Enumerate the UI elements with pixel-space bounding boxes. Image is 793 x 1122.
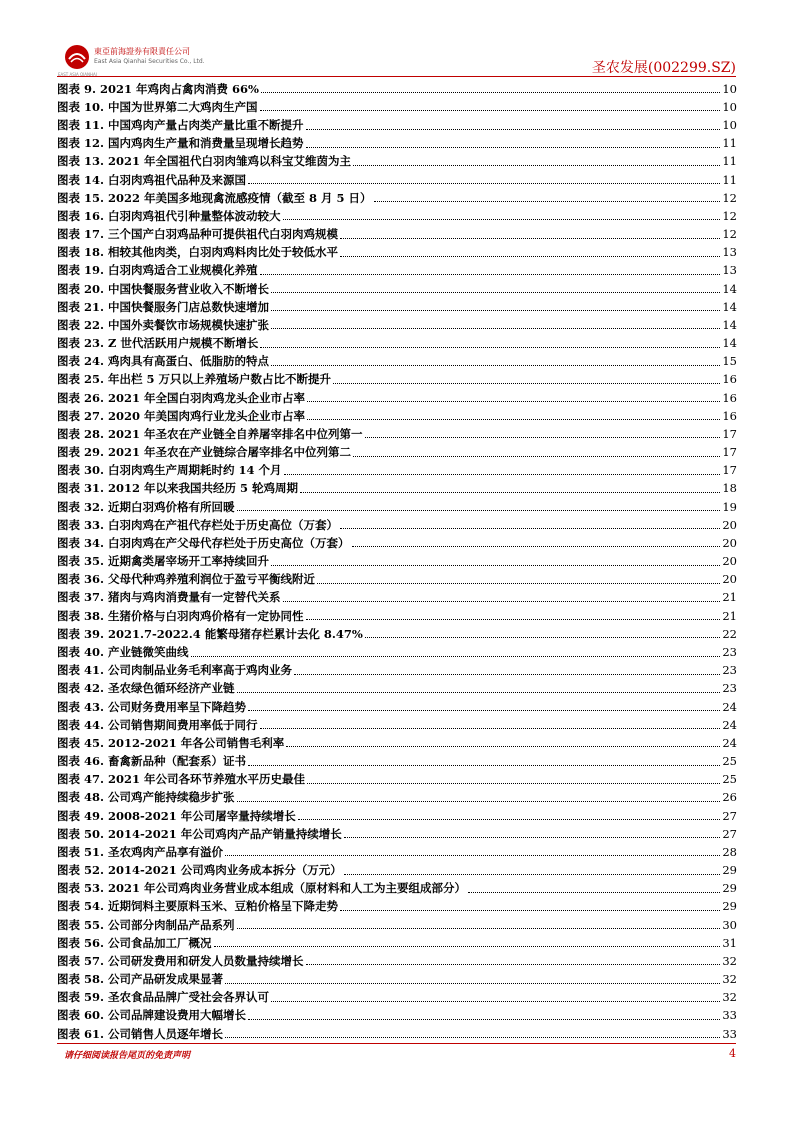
toc-entry-page[interactable]: 23 [722, 645, 737, 659]
toc-dot-leader [237, 801, 721, 802]
toc-entry-page[interactable]: 12 [722, 208, 737, 223]
toc-dot-leader [306, 619, 721, 620]
toc-dot-leader [306, 147, 721, 148]
toc-dot-leader [271, 310, 720, 311]
toc-entry-label[interactable]: 图表 12. 国内鸡肉生产量和消费量呈现增长趋势 [57, 136, 304, 151]
toc-dot-leader [261, 92, 720, 93]
toc-entry-label[interactable]: 图表 28. 2021 年圣农在产业链全自养屠宰排名中位列第一 [57, 426, 363, 441]
toc-entry-label[interactable]: 图表 26. 2021 年全国白羽肉鸡龙头企业市占率 [57, 390, 306, 405]
toc-dot-leader [225, 1037, 720, 1038]
toc-entry-page[interactable]: 27 [722, 808, 737, 823]
toc-entry-page[interactable]: 25 [722, 772, 737, 787]
figure-list [57, 78, 737, 1041]
toc-entry[interactable] [57, 441, 737, 459]
toc-dot-leader [365, 637, 721, 638]
toc-dot-leader [344, 837, 721, 838]
toc-dot-leader [306, 964, 721, 965]
company-logo-icon [64, 44, 90, 70]
toc-entry[interactable] [57, 823, 737, 841]
toc-entry-page[interactable]: 30 [722, 917, 737, 932]
toc-entry[interactable] [57, 550, 737, 568]
toc-entry-page[interactable]: 10 [722, 81, 737, 96]
toc-entry-page[interactable]: 25 [722, 754, 737, 769]
toc-entry[interactable] [57, 369, 737, 387]
toc-entry[interactable] [57, 169, 737, 187]
toc-entry[interactable] [57, 569, 737, 587]
toc-entry-page[interactable]: 29 [722, 881, 737, 896]
toc-entry-page[interactable]: 20 [722, 572, 737, 587]
toc-dot-leader [283, 601, 721, 602]
toc-entry[interactable] [57, 405, 737, 423]
toc-dot-leader [248, 710, 720, 711]
toc-entry-label[interactable]: 图表 20. 中国快餐服务营业收入不断增长 [57, 281, 270, 296]
toc-entry-page[interactable]: 23 [722, 681, 737, 696]
toc-entry-label[interactable]: 图表 34. 白羽肉鸡在产父母代存栏处于历史高位（万套） [57, 535, 350, 550]
toc-entry[interactable] [57, 914, 737, 932]
toc-entry-label[interactable]: 图表 24. 鸡肉具有高蛋白、低脂肪的特点 [57, 354, 270, 369]
toc-dot-leader [468, 892, 720, 893]
toc-entry[interactable] [57, 968, 737, 986]
toc-dot-leader [271, 1001, 720, 1002]
toc-entry-label[interactable]: 图表 51. 圣农鸡肉产品享有溢价 [57, 844, 224, 859]
toc-entry-page[interactable]: 31 [722, 935, 737, 950]
toc-entry-page[interactable]: 20 [722, 517, 737, 532]
toc-entry[interactable] [57, 932, 737, 950]
toc-entry[interactable] [57, 841, 737, 859]
toc-entry-label[interactable]: 图表 39. 2021.7-2022.4 能繁母猪存栏累计去化 8.47% [57, 626, 363, 641]
page-header [0, 0, 793, 80]
toc-entry[interactable] [57, 1023, 737, 1041]
toc-entry-page[interactable]: 11 [722, 172, 737, 187]
toc-dot-leader [307, 783, 720, 784]
toc-entry[interactable] [57, 514, 737, 532]
toc-dot-leader [352, 546, 721, 547]
toc-entry[interactable] [57, 296, 737, 314]
toc-dot-leader [271, 565, 720, 566]
toc-entry[interactable] [57, 187, 737, 205]
toc-entry-label[interactable]: 图表 47. 2021 年公司各环节养殖水平历史最佳 [57, 772, 306, 787]
toc-dot-leader [237, 692, 721, 693]
toc-entry-label[interactable]: 图表 32. 近期白羽鸡价格有所回暖 [57, 499, 235, 514]
toc-entry[interactable] [57, 896, 737, 914]
toc-entry-label[interactable]: 图表 18. 相较其他肉类，白羽肉鸡料肉比处于较低水平 [57, 245, 339, 260]
toc-entry-label[interactable]: 图表 16. 白羽肉鸡祖代引种量整体波动较大 [57, 208, 281, 223]
toc-dot-leader [271, 292, 720, 293]
toc-entry-page[interactable]: 16 [722, 408, 737, 423]
toc-dot-leader [271, 328, 720, 329]
toc-entry-page[interactable]: 16 [722, 390, 737, 405]
toc-entry[interactable] [57, 332, 737, 350]
toc-entry-label[interactable]: 图表 23. Z 世代活跃用户规模不断增长 [57, 336, 259, 351]
toc-entry-page[interactable]: 33 [722, 1026, 737, 1041]
toc-entry[interactable] [57, 423, 737, 441]
toc-entry-page[interactable]: 16 [722, 372, 737, 387]
toc-entry[interactable] [57, 987, 737, 1005]
toc-entry-page[interactable]: 21 [722, 590, 737, 605]
toc-entry[interactable] [57, 732, 737, 750]
toc-entry-page[interactable]: 10 [722, 99, 737, 114]
toc-entry-label[interactable]: 图表 55. 公司部分肉制品产品系列 [57, 917, 235, 932]
toc-entry[interactable] [57, 351, 737, 369]
toc-entry-label[interactable]: 图表 57. 公司研发费用和研发人员数量持续增长 [57, 953, 304, 968]
toc-entry-label[interactable]: 图表 58. 公司产品研发成果显著 [57, 972, 224, 987]
toc-dot-leader [298, 819, 721, 820]
toc-entry-page[interactable]: 13 [722, 263, 737, 278]
toc-entry-page[interactable]: 11 [722, 136, 737, 151]
toc-entry-page[interactable]: 20 [722, 554, 737, 569]
toc-entry[interactable] [57, 696, 737, 714]
toc-entry-label[interactable]: 图表 14. 白羽肉鸡祖代品种及来源国 [57, 172, 247, 187]
toc-dot-leader [271, 365, 720, 366]
toc-entry[interactable] [57, 878, 737, 896]
toc-entry[interactable] [57, 605, 737, 623]
toc-entry-page[interactable]: 32 [722, 972, 737, 987]
toc-entry-label[interactable]: 图表 43. 公司财务费用率呈下降趋势 [57, 699, 247, 714]
toc-entry[interactable] [57, 260, 737, 278]
toc-dot-leader [248, 765, 720, 766]
toc-dot-leader [284, 474, 721, 475]
toc-entry-page[interactable]: 32 [722, 990, 737, 1005]
toc-entry-page[interactable]: 23 [722, 663, 737, 678]
toc-dot-leader [260, 728, 721, 729]
toc-dot-leader [225, 855, 720, 856]
toc-entry-label[interactable]: 图表 27. 2020 年美国肉鸡行业龙头企业市占率 [57, 408, 306, 423]
toc-dot-leader [248, 1019, 720, 1020]
toc-entry[interactable] [57, 660, 737, 678]
toc-dot-leader [344, 874, 721, 875]
toc-entry[interactable] [57, 678, 737, 696]
toc-entry-label[interactable]: 图表 56. 公司食品加工厂概况 [57, 935, 212, 950]
toc-entry-page[interactable]: 22 [722, 626, 737, 641]
toc-dot-leader [317, 583, 720, 584]
toc-entry-label[interactable]: 图表 21. 中国快餐服务门店总数快速增加 [57, 299, 270, 314]
toc-dot-leader [237, 510, 721, 511]
toc-dot-leader [333, 383, 720, 384]
toc-entry[interactable] [57, 787, 737, 805]
disclaimer-note: 请仔细阅读报告尾页的免责声明 [64, 1051, 191, 1061]
toc-entry-page[interactable]: 17 [722, 463, 737, 478]
toc-entry-page[interactable]: 26 [722, 790, 737, 805]
page-number: 4 [729, 1047, 736, 1060]
toc-entry-label[interactable]: 图表 59. 圣农食品品牌广受社会各界认可 [57, 990, 270, 1005]
toc-entry-label[interactable]: 图表 31. 2012 年以来我国共经历 5 轮鸡周期 [57, 481, 299, 496]
toc-entry-label[interactable]: 图表 50. 2014-2021 年公司鸡肉产品产销量持续增长 [57, 826, 342, 841]
toc-entry-page[interactable]: 29 [722, 899, 737, 914]
toc-entry[interactable] [57, 750, 737, 768]
toc-entry[interactable] [57, 223, 737, 241]
toc-entry-page[interactable]: 14 [722, 281, 737, 296]
toc-entry[interactable] [57, 1005, 737, 1023]
toc-entry-label[interactable]: 图表 17. 三个国产白羽鸡品种可提供祖代白羽肉鸡规模 [57, 227, 339, 242]
toc-entry-label[interactable]: 图表 33. 白羽肉鸡在产祖代存栏处于历史高位（万套） [57, 517, 339, 532]
toc-dot-leader [260, 110, 721, 111]
toc-entry-page[interactable]: 27 [722, 826, 737, 841]
toc-entry[interactable] [57, 114, 737, 132]
toc-entry-label[interactable]: 图表 45. 2012-2021 年各公司销售毛利率 [57, 735, 285, 750]
toc-entry-label[interactable]: 图表 46. 畜禽新品种（配套系）证书 [57, 754, 247, 769]
toc-entry-label[interactable]: 图表 41. 公司肉制品业务毛利率高于鸡肉业务 [57, 663, 293, 678]
toc-entry-label[interactable]: 图表 37. 猪肉与鸡肉消费量有一定替代关系 [57, 590, 281, 605]
toc-entry-page[interactable]: 20 [722, 535, 737, 550]
toc-entry-label[interactable]: 图表 52. 2014-2021 公司鸡肉业务成本拆分（万元） [57, 863, 342, 878]
toc-dot-leader [340, 256, 720, 257]
toc-dot-leader [286, 746, 720, 747]
toc-entry-label[interactable]: 图表 44. 公司销售期间费用率低于同行 [57, 717, 258, 732]
toc-entry-label[interactable]: 图表 54. 近期饲料主要原料玉米、豆粕价格呈下降走势 [57, 899, 339, 914]
toc-entry-label[interactable]: 图表 13. 2021 年全国祖代白羽肉雏鸡以科宝艾维茵为主 [57, 154, 352, 169]
toc-entry-label[interactable]: 图表 19. 白羽肉鸡适合工业规模化养殖 [57, 263, 258, 278]
toc-entry-page[interactable]: 28 [722, 844, 737, 859]
toc-entry-label[interactable]: 图表 36. 父母代种鸡养殖利润位于盈亏平衡线附近 [57, 572, 316, 587]
toc-entry-page[interactable]: 29 [722, 863, 737, 878]
toc-entry[interactable] [57, 314, 737, 332]
toc-entry[interactable] [57, 205, 737, 223]
toc-dot-leader [237, 928, 721, 929]
toc-entry-page[interactable]: 11 [722, 154, 737, 169]
toc-entry[interactable] [57, 859, 737, 877]
toc-entry-label[interactable]: 图表 30. 白羽肉鸡生产周期耗时约 14 个月 [57, 463, 282, 478]
toc-dot-leader [225, 983, 720, 984]
toc-entry[interactable] [57, 78, 737, 96]
toc-dot-leader [365, 437, 721, 438]
toc-entry-page[interactable]: 15 [722, 354, 737, 369]
toc-entry-label[interactable]: 图表 25. 年出栏 5 万只以上养殖场户数占比不断提升 [57, 372, 332, 387]
toc-entry-label[interactable]: 图表 10. 中国为世界第二大鸡肉生产国 [57, 99, 258, 114]
footer-divider [57, 1043, 736, 1044]
toc-entry-page[interactable]: 33 [722, 1008, 737, 1023]
toc-entry[interactable] [57, 242, 737, 260]
toc-entry-label[interactable]: 图表 35. 近期禽类屠宰场开工率持续回升 [57, 554, 270, 569]
toc-entry-label[interactable]: 图表 49. 2008-2021 年公司屠宰量持续增长 [57, 808, 296, 823]
report-title: 圣农发展(002299.SZ) [591, 60, 736, 76]
toc-dot-leader [300, 492, 720, 493]
toc-entry[interactable] [57, 478, 737, 496]
toc-entry[interactable] [57, 496, 737, 514]
toc-dot-leader [353, 165, 720, 166]
toc-entry[interactable] [57, 587, 737, 605]
toc-entry-label[interactable]: 图表 40. 产业链微笑曲线 [57, 645, 189, 659]
toc-entry-page[interactable]: 19 [722, 499, 737, 514]
toc-entry-page[interactable]: 24 [722, 735, 737, 750]
toc-entry-page[interactable]: 18 [722, 481, 737, 496]
toc-entry[interactable] [57, 805, 737, 823]
toc-entry-label[interactable]: 图表 61. 公司销售人员逐年增长 [57, 1026, 224, 1041]
toc-dot-leader [374, 201, 721, 202]
toc-entry[interactable] [57, 532, 737, 550]
toc-entry-label[interactable]: 图表 22. 中国外卖餐饮市场规模快速扩张 [57, 317, 270, 332]
toc-entry-label[interactable]: 图表 9. 2021 年鸡肉占禽肉消费 66% [57, 81, 259, 96]
toc-entry-page[interactable]: 13 [722, 245, 737, 260]
toc-entry-label[interactable]: 图表 60. 公司品牌建设费用大幅增长 [57, 1008, 247, 1023]
toc-entry-label[interactable]: 图表 42. 圣农绿色循环经济产业链 [57, 681, 235, 696]
toc-entry-page[interactable]: 12 [722, 227, 737, 242]
toc-entry-page[interactable]: 10 [722, 118, 737, 133]
toc-entry[interactable] [57, 96, 737, 114]
toc-entry-label[interactable]: 图表 11. 中国鸡肉产量占肉类产量比重不断提升 [57, 118, 304, 133]
toc-dot-leader [307, 401, 720, 402]
toc-dot-leader [248, 183, 720, 184]
toc-entry-page[interactable]: 14 [722, 336, 737, 351]
toc-entry[interactable] [57, 151, 737, 169]
toc-dot-leader [353, 456, 720, 457]
toc-entry-label[interactable]: 图表 53. 2021 年公司鸡肉业务营业成本组成（原材料和人工为主要组成部分） [57, 881, 467, 896]
header-divider [57, 76, 736, 77]
toc-entry-label[interactable]: 图表 48. 公司鸡产能持续稳步扩张 [57, 790, 235, 805]
toc-dot-leader [191, 656, 721, 657]
toc-entry[interactable] [57, 387, 737, 405]
toc-entry-page[interactable]: 17 [722, 445, 737, 460]
toc-entry-label[interactable]: 图表 15. 2022 年美国多地现禽流感疫情（截至 8 月 5 日） [57, 190, 372, 205]
logo-caption: EAST ASIA QIANHAI [58, 72, 97, 77]
toc-dot-leader [283, 219, 721, 220]
toc-entry-page[interactable]: 24 [722, 699, 737, 714]
toc-entry[interactable] [57, 950, 737, 968]
toc-entry-page[interactable]: 14 [722, 317, 737, 332]
toc-entry[interactable] [57, 460, 737, 478]
toc-entry-page[interactable]: 12 [722, 190, 737, 205]
toc-entry-page[interactable]: 32 [722, 953, 737, 968]
company-name-cn: 東亞前海證券有限責任公司 [94, 47, 190, 56]
toc-entry-page[interactable]: 14 [722, 299, 737, 314]
toc-entry[interactable] [57, 133, 737, 151]
toc-entry[interactable] [57, 714, 737, 732]
toc-entry[interactable] [57, 623, 737, 641]
toc-entry-page[interactable]: 24 [722, 717, 737, 732]
toc-entry[interactable] [57, 641, 737, 659]
toc-dot-leader [307, 419, 720, 420]
toc-dot-leader [340, 238, 720, 239]
toc-dot-leader [260, 274, 721, 275]
toc-dot-leader [260, 347, 720, 348]
toc-dot-leader [306, 129, 721, 130]
toc-dot-leader [340, 910, 720, 911]
toc-entry-page[interactable]: 17 [722, 426, 737, 441]
toc-entry[interactable] [57, 769, 737, 787]
company-name-en: East Asia Qianhai Securities Co., Ltd. [94, 58, 205, 65]
toc-entry-label[interactable]: 图表 38. 生猪价格与白羽肉鸡价格有一定协同性 [57, 608, 304, 623]
toc-dot-leader [340, 528, 720, 529]
toc-entry-page[interactable]: 21 [722, 608, 737, 623]
toc-entry[interactable] [57, 278, 737, 296]
toc-dot-leader [294, 674, 720, 675]
toc-dot-leader [214, 946, 721, 947]
toc-entry-label[interactable]: 图表 29. 2021 年圣农在产业链综合屠宰排名中位列第二 [57, 445, 352, 460]
